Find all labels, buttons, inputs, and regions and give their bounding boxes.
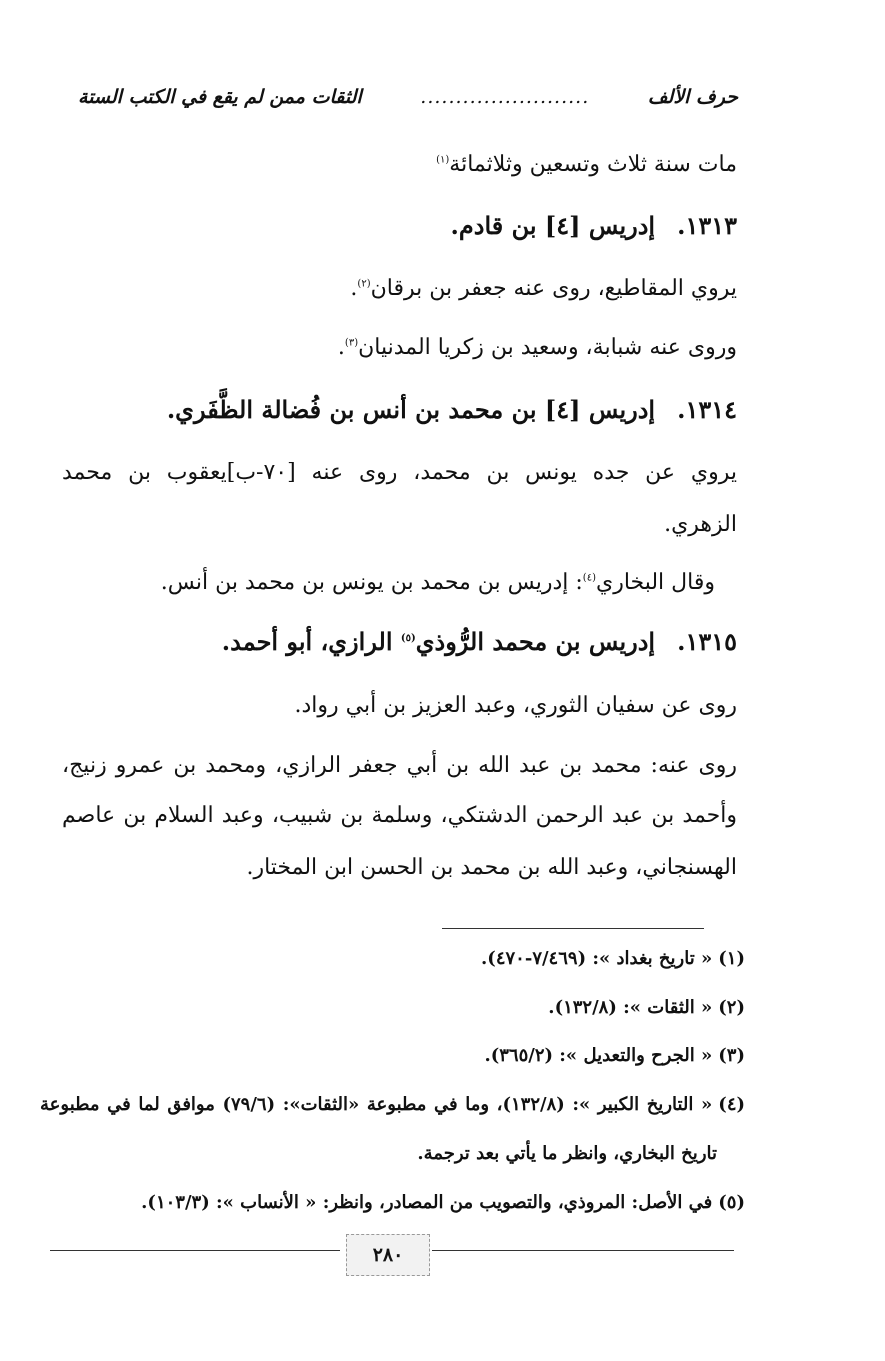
page-number: ٢٨٠ bbox=[346, 1234, 430, 1276]
text-line-1: مات سنة ثلاث وتسعين وثلاثمائة$^{(١)}$ bbox=[436, 152, 737, 177]
running-header bbox=[78, 86, 738, 108]
footnote-separator bbox=[442, 928, 704, 929]
footnote-ref-2: (٢) bbox=[357, 278, 371, 290]
header-dots: ........................ bbox=[420, 86, 590, 108]
header-book-title: الثقات ممن لم يقع في الكتب الستة bbox=[78, 86, 362, 108]
footnote-4-continued: تاريخ البخاري، وانظر ما يأتي بعد ترجمة. bbox=[417, 1143, 717, 1164]
text-line-10: الهسنجاني، وعبد الله بن محمد بن الحسن ابن المختار. bbox=[246, 855, 737, 880]
text-line-9: وأحمد بن عبد الرحمن الدشتكي، وسلمة بن شبيب، وعبد السلام بن عاصم bbox=[62, 803, 737, 828]
footnote-ref-4: (٤) bbox=[582, 572, 596, 584]
footnote-5: (٥)في الأصل: المروذي، والتصويب من المصادر، وانظر: « الأنساب »: (١٠٣/٣). bbox=[141, 1192, 745, 1213]
footer-rule-right bbox=[432, 1250, 734, 1251]
text-line-6: وقال البخاري$^{(٤)}$: إدريس بن محمد بن يونس بن محمد بن أنس. bbox=[160, 570, 715, 595]
footnote-ref-3: (٣) bbox=[344, 337, 359, 349]
text-line-8: روى عنه: محمد بن عبد الله بن أبي جعفر الرازي، ومحمد بن عمرو زنيج، bbox=[62, 753, 737, 778]
text-line-4: يروي عن جده يونس بن محمد، روى عنه [٧٠-ب]يعقوب بن محمد bbox=[62, 460, 738, 485]
text-line-2: يروي المقاطيع، روى عنه جعفر بن برقان$^{(٢)}$. bbox=[350, 276, 737, 301]
entry-1313-heading bbox=[50, 211, 737, 240]
text-line-5: الزهري. bbox=[664, 512, 737, 537]
footnote-ref-5: (٥) bbox=[400, 633, 416, 644]
footnote-2: (٢)« الثقات »: (١٣٢/٨). bbox=[548, 997, 745, 1018]
entry-number: ١٣١٤. bbox=[677, 395, 737, 424]
entry-number: ١٣١٣. bbox=[677, 211, 737, 240]
header-chapter: حرف الألف bbox=[647, 86, 738, 108]
text-line-7: روى عن سفيان الثوري، وعبد العزيز بن أبي رواد. bbox=[294, 693, 737, 718]
footnote-4: (٤)« التاريخ الكبير »: (١٣٢/٨)، وما في مطبوعة «الثقات»: (٧٩/٦) موافق لما في مطبوعة bbox=[40, 1094, 746, 1115]
entry-name: إدريس [٤] بن قادم. bbox=[450, 211, 656, 240]
text-line-3: وروى عنه شبابة، وسعيد بن زكريا المدنيان$^{(٣)}$. bbox=[337, 335, 737, 360]
entry-1315-heading: ١٣١٥.إدريس بن محمد الرُّوذي$^{(٥)}$ الرازي، أبو أحمد. bbox=[221, 627, 737, 656]
entry-number: ١٣١٥. bbox=[677, 627, 737, 656]
footnote-ref-1: (١) bbox=[436, 154, 450, 166]
footnote-1: (١)« تاريخ بغداد »: (٧/٤٦٩-٤٧٠). bbox=[481, 948, 745, 969]
footnote-3: (٣)« الجرح والتعديل »: (٣٦٥/٢). bbox=[484, 1045, 745, 1066]
entry-1314-heading bbox=[50, 395, 737, 424]
entry-name: إدريس [٤] بن محمد بن أنس بن فُضالة الظَّفَري. bbox=[166, 395, 656, 424]
footer-rule-left bbox=[50, 1250, 340, 1251]
